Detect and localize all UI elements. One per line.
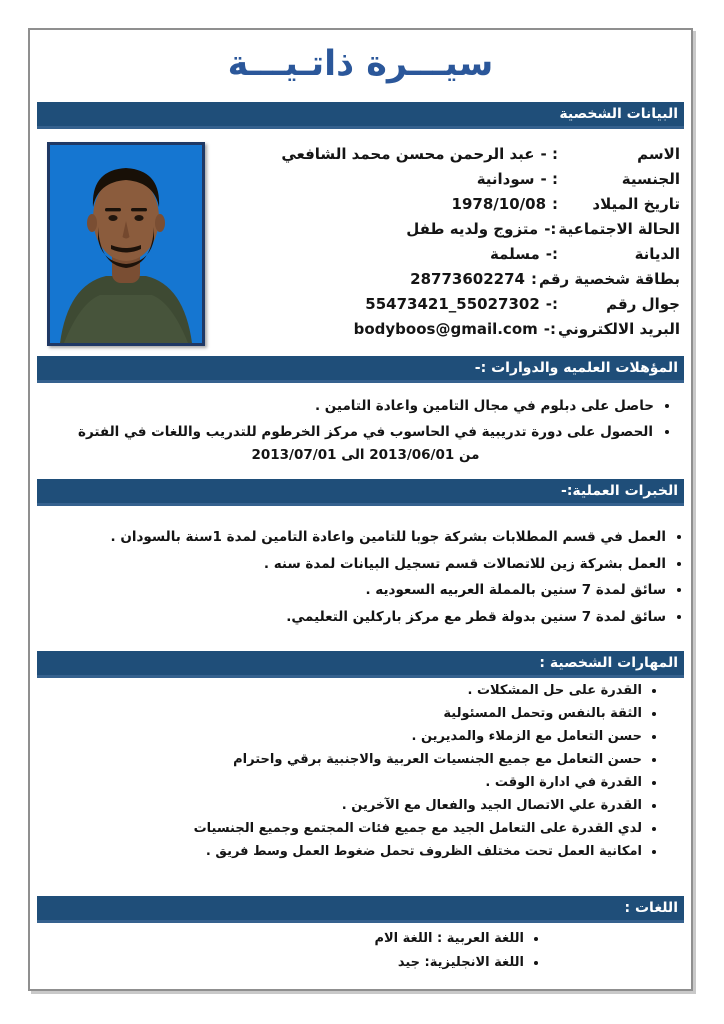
info-label: الحالة الاجتماعية xyxy=(558,220,680,238)
page-border-frame xyxy=(28,28,693,991)
experience-list xyxy=(37,526,684,629)
section-header-experience: الخبرات العملية:- xyxy=(37,479,684,506)
bullet-item: • الثقة بالنفس وتحمل المسئولية xyxy=(51,704,642,724)
info-label: الجنسية xyxy=(621,170,680,188)
personal-info-row xyxy=(213,167,680,192)
bullet-item: • القدرة علي الاتصال الجيد والفعال مع الآخرين . xyxy=(51,796,642,816)
personal-info-row xyxy=(213,317,680,342)
personal-section xyxy=(37,129,684,352)
bullet-item: • العمل بشركة زين للاتصالات قسم تسجيل البيانات لمدة سنه . xyxy=(51,553,666,576)
info-value: 55473421_55027302 xyxy=(365,295,540,313)
personal-info-row xyxy=(213,192,680,217)
info-label: الاسم xyxy=(637,145,680,163)
personal-info-row xyxy=(213,142,680,167)
bullet-item: • العمل في قسم المطلابات بشركة جوبا للتامين واعادة التامين لمدة 1سنة بالسودان . xyxy=(51,526,666,549)
bullet-item: • حسن التعامل مع الزملاء والمديرين . xyxy=(51,727,642,747)
info-value: عبد الرحمن محسن محمد الشافعي xyxy=(281,145,535,163)
info-separator: :- xyxy=(544,220,557,238)
bullet-item: • اللغة العربية : اللغة الام xyxy=(51,929,524,948)
personal-info-row xyxy=(213,217,680,242)
info-label: جوال رقم xyxy=(606,295,680,313)
section-header-personal: البيانات الشخصية xyxy=(37,102,684,129)
info-label: البريد الالكتروني xyxy=(558,320,680,338)
bullet-item: • القدرة في ادارة الوقت . xyxy=(51,773,642,793)
languages-list xyxy=(37,929,684,972)
personal-info-row xyxy=(213,267,680,292)
section-header-languages: اللغات : xyxy=(37,896,684,923)
bullet-item: • الحصول على دورة تدريبية في الحاسوب في مركز الخرطوم للتدريب واللغات في الفترة من 2013/06/01 الى 2013/07/01 xyxy=(77,421,654,467)
bullet-item: • لدي القدرة على التعامل الجيد مع جميع فئات المجتمع وجميع الجنسيات xyxy=(51,819,642,839)
qualifications-list xyxy=(37,395,684,467)
info-separator: :- xyxy=(545,295,558,313)
bullet-item: • سائق لمدة 7 سنين بالمملة العربيه السعوديه . xyxy=(51,579,666,602)
info-value: متزوج ولديه طفل xyxy=(406,220,539,238)
info-value: مسلمة xyxy=(489,245,540,263)
info-separator: : xyxy=(552,195,558,213)
info-value: 1978/10/08 xyxy=(451,195,546,213)
bullet-item: • اللغة الانجليزية: جيد xyxy=(51,953,524,972)
portrait-photo xyxy=(47,142,205,346)
bullet-item: • حاصل على دبلوم في مجال التامين واعادة التامين . xyxy=(77,395,654,418)
info-value: 28773602274 xyxy=(410,270,525,288)
bullet-item: • القدرة على حل المشكلات . xyxy=(51,681,642,701)
skills-list xyxy=(37,681,684,862)
info-value: bodyboos@gmail.com xyxy=(353,320,538,338)
info-label: الديانة xyxy=(634,245,680,263)
portrait-photo-illustration xyxy=(50,145,202,343)
personal-info-row xyxy=(213,292,680,317)
info-separator: : - xyxy=(540,145,558,163)
bullet-item: • امكانية العمل تحت مختلف الظروف تحمل ضغوط العمل وسط فريق . xyxy=(51,842,642,862)
section-header-skills: المهارات الشخصية : xyxy=(37,651,684,678)
personal-info-rows xyxy=(211,129,684,342)
info-label: تاريخ الميلاد xyxy=(592,195,680,213)
bullet-item: • حسن التعامل مع جميع الجنسيات العربية والاجنبية برقي واحترام xyxy=(51,750,642,770)
info-separator: :- xyxy=(543,320,556,338)
info-value: سودانية xyxy=(476,170,535,188)
section-header-qualifications: المؤهلات العلميه والدوارات :- xyxy=(37,356,684,383)
info-label: بطاقة شخصية رقم xyxy=(538,270,680,288)
page-title: سيـــرة ذاتـيـــة xyxy=(227,44,494,84)
bullet-item: • سائق لمدة 7 سنين بدولة قطر مع مركز باركلين التعليمي. xyxy=(51,606,666,629)
info-separator: :- xyxy=(545,245,558,263)
info-separator: : - xyxy=(540,170,558,188)
personal-info-row xyxy=(213,242,680,267)
info-separator: : xyxy=(530,270,537,288)
